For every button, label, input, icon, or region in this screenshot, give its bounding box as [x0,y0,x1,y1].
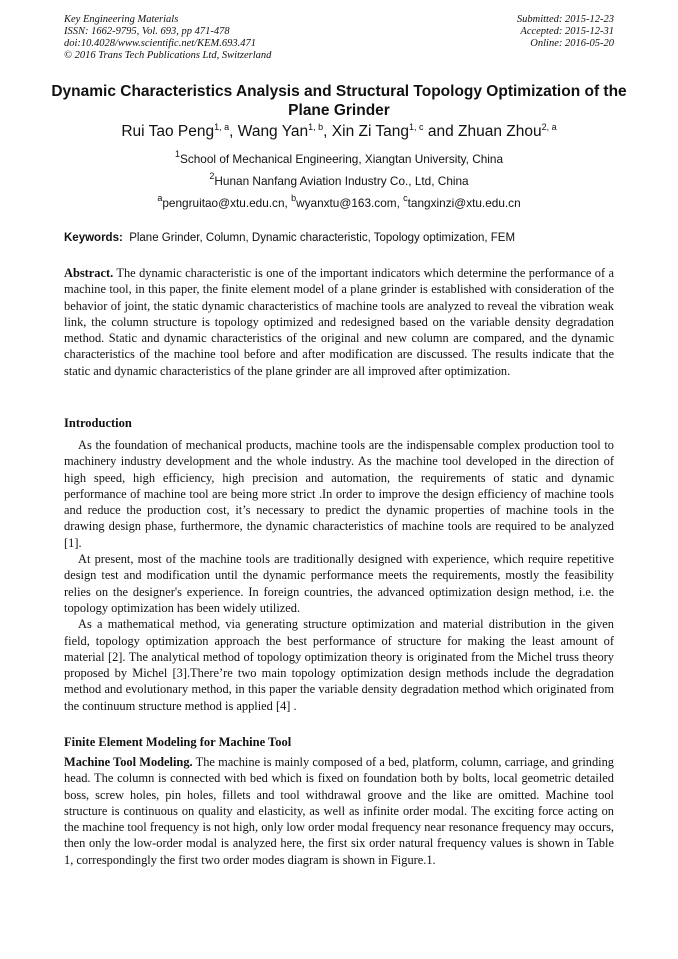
author-name: Rui Tao Peng [121,123,215,140]
introduction-paragraph-2: At present, most of the machine tools are traditionally designed with experience, which require repetitive design test and modification until the dynamic performance meets the requirements, mostly the feasibility relies on the designer's experience. In foreign countries, the advanced optimization design method, i.e. the topology optimization has been widely utilized. [64,552,614,615]
author-affiliation-mark: 2, a [541,122,557,132]
journal-header-left [64,14,271,62]
author-separator: , [229,123,238,140]
abstract-text: The dynamic characteristic is one of the important indicators which determine the performance of a machine tool, in this paper, the finite element model of a plane grinder is established with consideration of the behavior of joint, the static dynamic characteristics of machine tools are analyzed to reveal the vibration weak link, the column structure is topology optimized and redesigned based on the variable density degradation method. Static and dynamic characteristics of the original and new column are compared, and the dynamic characteristics of the machine tool before and after modification are discussed. The results indicate that the static and dynamic characteristics of the plane grinder are all improved after optimization. [64,266,614,378]
email-mark: c [403,193,408,203]
affiliation-text: Hunan Nanfang Aviation Industry Co., Ltd, China [214,174,469,188]
keywords-line [64,231,616,245]
author-separator: , [323,123,332,140]
introduction-paragraph-1: As the foundation of mechanical products, machine tools are the indispensable complex production tool to machinery industry development and the whole industry. As the machine tool developed in the direction of high speed, high efficiency, high precision and automation, the requirements of static and dynamic performance of machine tool are being more strict .In order to improve the design efficiency of machine tools and reduce the production cost, it’s necessary to predict the dynamic properties of machine tools in the drawing design phase, furthermore, the dynamic characteristics of machine tools are required to be analyzed [1]. [64,438,614,550]
subsection-label: Machine Tool Modeling. [64,755,193,769]
author-affiliation-mark: 1, c [409,122,424,132]
abstract-label: Abstract. [64,266,114,280]
email-c: tangxinzi@xtu.edu.cn [407,196,521,210]
journal-header-right [517,14,614,50]
introduction-body [64,437,614,714]
author-affiliation-mark: 1, b [308,122,324,132]
issn-line: ISSN: 1662-9795, Vol. 693, pp 471-478 [64,26,230,37]
affiliation-1 [40,149,638,166]
online-date: Online: 2016-05-20 [530,38,614,49]
author-affiliation-mark: 1, a [214,122,230,132]
author-separator: and [423,123,459,140]
keywords-text: Plane Grinder, Column, Dynamic characteristic, Topology optimization, FEM [129,232,516,244]
machine-tool-modeling-paragraph [64,754,614,868]
author-name: Xin Zi Tang [331,123,410,140]
affiliation-text: School of Mechanical Engineering, Xiangtan University, China [179,152,504,166]
copyright-line: © 2016 Trans Tech Publications Ltd, Switzerland [64,50,272,61]
author-name: Wang Yan [237,123,309,140]
author-list [40,122,638,142]
email-b: wyanxtu@163.com, [296,196,404,210]
affiliation-mark: 1 [174,149,180,159]
author-emails [40,193,638,210]
affiliation-2 [40,171,638,188]
accepted-date: Accepted: 2015-12-31 [520,26,614,37]
abstract [64,265,614,379]
introduction-heading: Introduction [64,416,132,430]
email-a: pengruitao@xtu.edu.cn, [162,196,292,210]
doi-line: doi:10.4028/www.scientific.net/KEM.693.471 [64,38,256,49]
paper-title: Dynamic Characteristics Analysis and Structural Topology Optimization of the Plane Grinder [51,83,627,119]
section-heading-fem: Finite Element Modeling for Machine Tool [64,735,292,749]
author-name: Zhuan Zhou [458,123,542,140]
affiliation-mark: 2 [209,171,215,181]
journal-name: Key Engineering Materials [64,14,179,25]
keywords-label: Keywords: [64,232,123,244]
introduction-paragraph-3: As a mathematical method, via generating structure optimization and material distribution in the given field, topology optimization approach the best performance of structure for making the least amount of material [2]. The analytical method of topology optimization theory is originated from the Michel truss theory proposed by Michel [3].There’re two main topology optimization design methods include the degradation method and evolutionary method, in this paper the variable density degradation method which originated from the continuum structure method is applied [4] . [64,617,614,713]
submitted-date: Submitted: 2015-12-23 [516,14,614,25]
machine-tool-modeling-text: The machine is mainly composed of a bed, platform, column, carriage, and grinding head. The column is connected with bed which is fixed on foundation both by bolts, local geometric detailed boss, screw holes, pin holes, fillets and tool withdrawal groove and the like are omitted. Machine tool structure is continuous on quality and elasticity, as well as infinite order modal. The exciting force acting on the machine tool frequency is not high, only low order modal frequency near resonance frequency may occurs, then only the low-order modal is analyzed here, the first six order natural frequency values is shown in Table 1, correspondingly the first two order modes diagram is shown in Figure.1. [64,755,614,867]
email-mark: a [157,193,163,203]
email-mark: b [291,193,297,203]
